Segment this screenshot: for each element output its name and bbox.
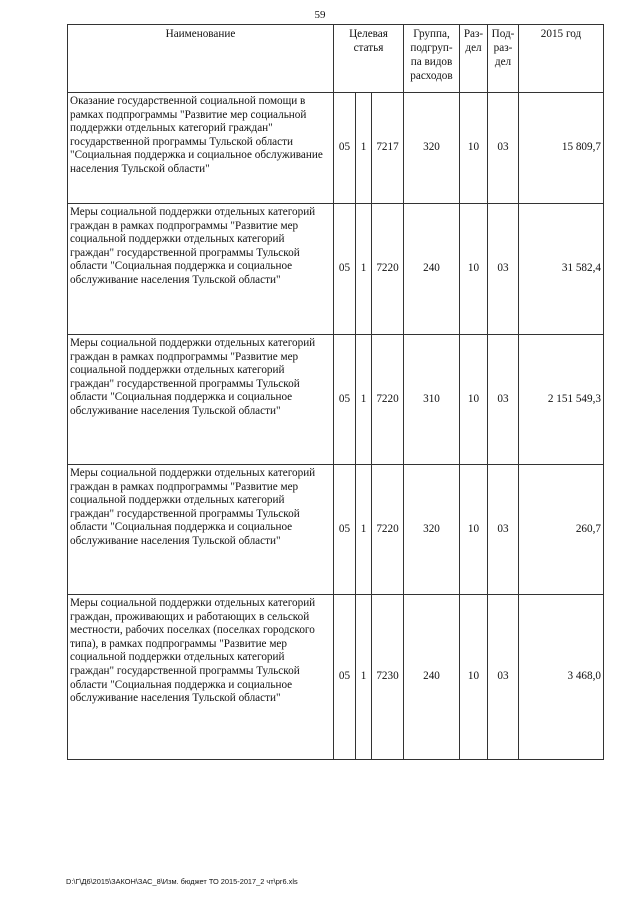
row-section: 10 bbox=[460, 335, 488, 465]
row-group: 320 bbox=[404, 465, 460, 595]
row-name: Меры социальной поддержки отдельных категорий граждан в рамках подпрограммы "Развитие мер социальной поддержки отдельных категорий граждан" государственной программы Тульской области "Социальная поддержка и социальное обслуживание населения Тульской области" bbox=[68, 335, 334, 465]
row-ts-direction: 7220 bbox=[372, 335, 404, 465]
row-section: 10 bbox=[460, 595, 488, 760]
header-year: 2015 год bbox=[519, 25, 604, 93]
row-name: Меры социальной поддержки отдельных категорий граждан, проживающих и работающих в сельской местности, рабочих поселках (поселках городского типа), в рамках подпрограммы "Развитие мер социальной поддержки отдельных категорий граждан" государственной программы Тульской области "Социальная поддержка и социальное обслуживание населения Тульской области" bbox=[68, 595, 334, 760]
row-amount: 260,7 bbox=[519, 465, 604, 595]
row-subsection: 03 bbox=[488, 93, 519, 204]
row-amount: 31 582,4 bbox=[519, 204, 604, 335]
row-subsection: 03 bbox=[488, 465, 519, 595]
row-ts-program: 05 bbox=[334, 595, 356, 760]
row-name: Меры социальной поддержки отдельных категорий граждан в рамках подпрограммы "Развитие мер социальной поддержки отдельных категорий граждан" государственной программы Тульской области "Социальная поддержка и социальное обслуживание населения Тульской области" bbox=[68, 465, 334, 595]
row-section: 10 bbox=[460, 93, 488, 204]
header-row bbox=[68, 25, 604, 93]
row-ts-subprogram: 1 bbox=[356, 465, 372, 595]
table-row bbox=[68, 465, 604, 595]
row-group: 310 bbox=[404, 335, 460, 465]
row-amount: 3 468,0 bbox=[519, 595, 604, 760]
header-group: Группа, подгруп-па видов расходов bbox=[404, 25, 460, 93]
header-subsection: Под-раз-дел bbox=[488, 25, 519, 93]
row-name: Оказание государственной социальной помощи в рамках подпрограммы "Развитие мер социальной поддержки отдельных категорий граждан" государственной программы Тульской области "Социальная поддержка и социальное обслуживание населения Тульской области" bbox=[68, 93, 334, 204]
row-name: Меры социальной поддержки отдельных категорий граждан в рамках подпрограммы "Развитие мер социальной поддержки отдельных категорий граждан" государственной программы Тульской области "Социальная поддержка и социальное обслуживание населения Тульской области" bbox=[68, 204, 334, 335]
row-ts-direction: 7217 bbox=[372, 93, 404, 204]
row-group: 320 bbox=[404, 93, 460, 204]
page-number: 59 bbox=[314, 9, 326, 21]
row-subsection: 03 bbox=[488, 335, 519, 465]
row-group: 240 bbox=[404, 595, 460, 760]
table-row bbox=[68, 204, 604, 335]
row-ts-subprogram: 1 bbox=[356, 335, 372, 465]
table-row bbox=[68, 595, 604, 760]
budget-table bbox=[67, 24, 604, 760]
row-section: 10 bbox=[460, 465, 488, 595]
row-ts-subprogram: 1 bbox=[356, 93, 372, 204]
row-subsection: 03 bbox=[488, 595, 519, 760]
row-subsection: 03 bbox=[488, 204, 519, 335]
footer-file-path: D:\Г\Д6\2015\ЗАКОН\ЗАС_8\Изм. бюджет ТО 2015-2017_2 чт\рг6.xls bbox=[66, 877, 298, 886]
row-ts-direction: 7230 bbox=[372, 595, 404, 760]
row-ts-direction: 7220 bbox=[372, 465, 404, 595]
row-ts-program: 05 bbox=[334, 335, 356, 465]
row-group: 240 bbox=[404, 204, 460, 335]
row-amount: 2 151 549,3 bbox=[519, 335, 604, 465]
header-name: Наименование bbox=[68, 25, 334, 93]
table-row bbox=[68, 93, 604, 204]
row-amount: 15 809,7 bbox=[519, 93, 604, 204]
row-ts-subprogram: 1 bbox=[356, 204, 372, 335]
table-row bbox=[68, 335, 604, 465]
row-ts-direction: 7220 bbox=[372, 204, 404, 335]
row-ts-program: 05 bbox=[334, 93, 356, 204]
row-section: 10 bbox=[460, 204, 488, 335]
row-ts-program: 05 bbox=[334, 204, 356, 335]
header-section: Раз-дел bbox=[460, 25, 488, 93]
header-target-article: Целевая статья bbox=[334, 25, 404, 93]
row-ts-subprogram: 1 bbox=[356, 595, 372, 760]
row-ts-program: 05 bbox=[334, 465, 356, 595]
